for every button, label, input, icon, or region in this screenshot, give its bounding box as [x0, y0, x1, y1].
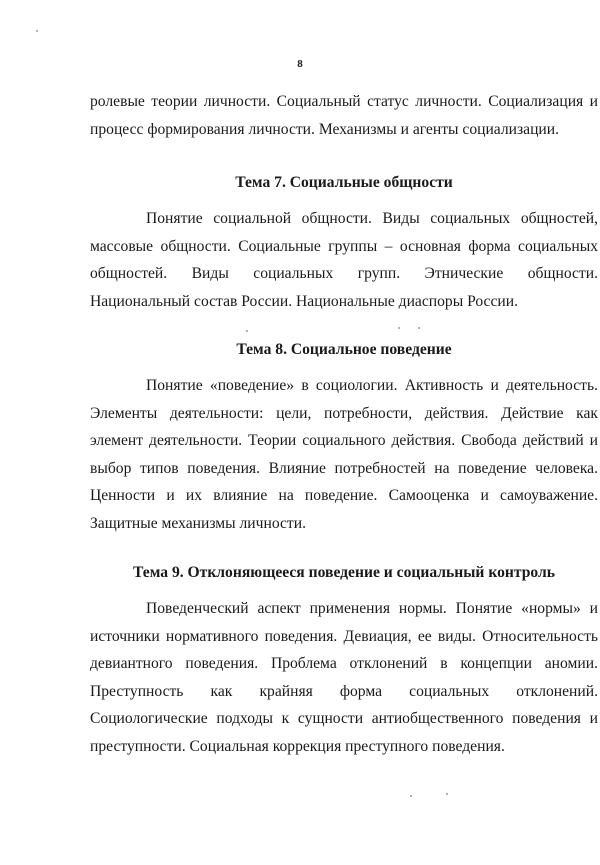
section-heading-topic-7: Тема 7. Социальные общности	[235, 174, 453, 191]
section-heading-topic-9: Тема 9. Отклоняющееся поведение и социальный контроль	[133, 564, 555, 581]
section-body-topic-9: Поведенческий аспект применения нормы. Понятие «нормы» и источники нормативного поведения. Девиация, ее виды. Относительность девиантного поведения. Проблема отклонений в концепции аномии. Преступность как крайняя форма социальных отклонений. Социологические подходы к сущности антиобщественного поведения и преступности. Социальная коррекция преступного поведения.	[90, 600, 598, 755]
scan-speck	[246, 330, 248, 332]
scan-speck	[418, 327, 420, 329]
scan-speck	[446, 793, 448, 795]
section-body-topic-8: Понятие «поведение» в социологии. Активность и деятельность. Элементы деятельности: цели, потребности, действия. Действие как элемент деятельности. Теории социального действия. Свобода действий и выбор типов поведения. Влияние потребностей на поведение человека. Ценности и их влияние на поведение. Самооценка и самоуважение. Защитные механизмы личности.	[90, 377, 598, 532]
section-heading-topic-8: Тема 8. Социальное поведение	[236, 341, 452, 358]
page-number: 8	[297, 58, 303, 70]
scan-speck	[410, 795, 412, 797]
section-body-topic-7: Понятие социальной общности. Виды социальных общностей, массовые общности. Социальные группы – основная форма социальных общностей. Виды социальных групп. Этнические общности. Национальный состав России. Национальные диаспоры России.	[90, 210, 598, 310]
intro-paragraph: ролевые теории личности. Социальный статус личности. Социализация и процесс формирования личности. Механизмы и агенты социализации.	[90, 93, 598, 138]
scan-speck	[398, 327, 400, 329]
scan-speck	[36, 30, 38, 32]
